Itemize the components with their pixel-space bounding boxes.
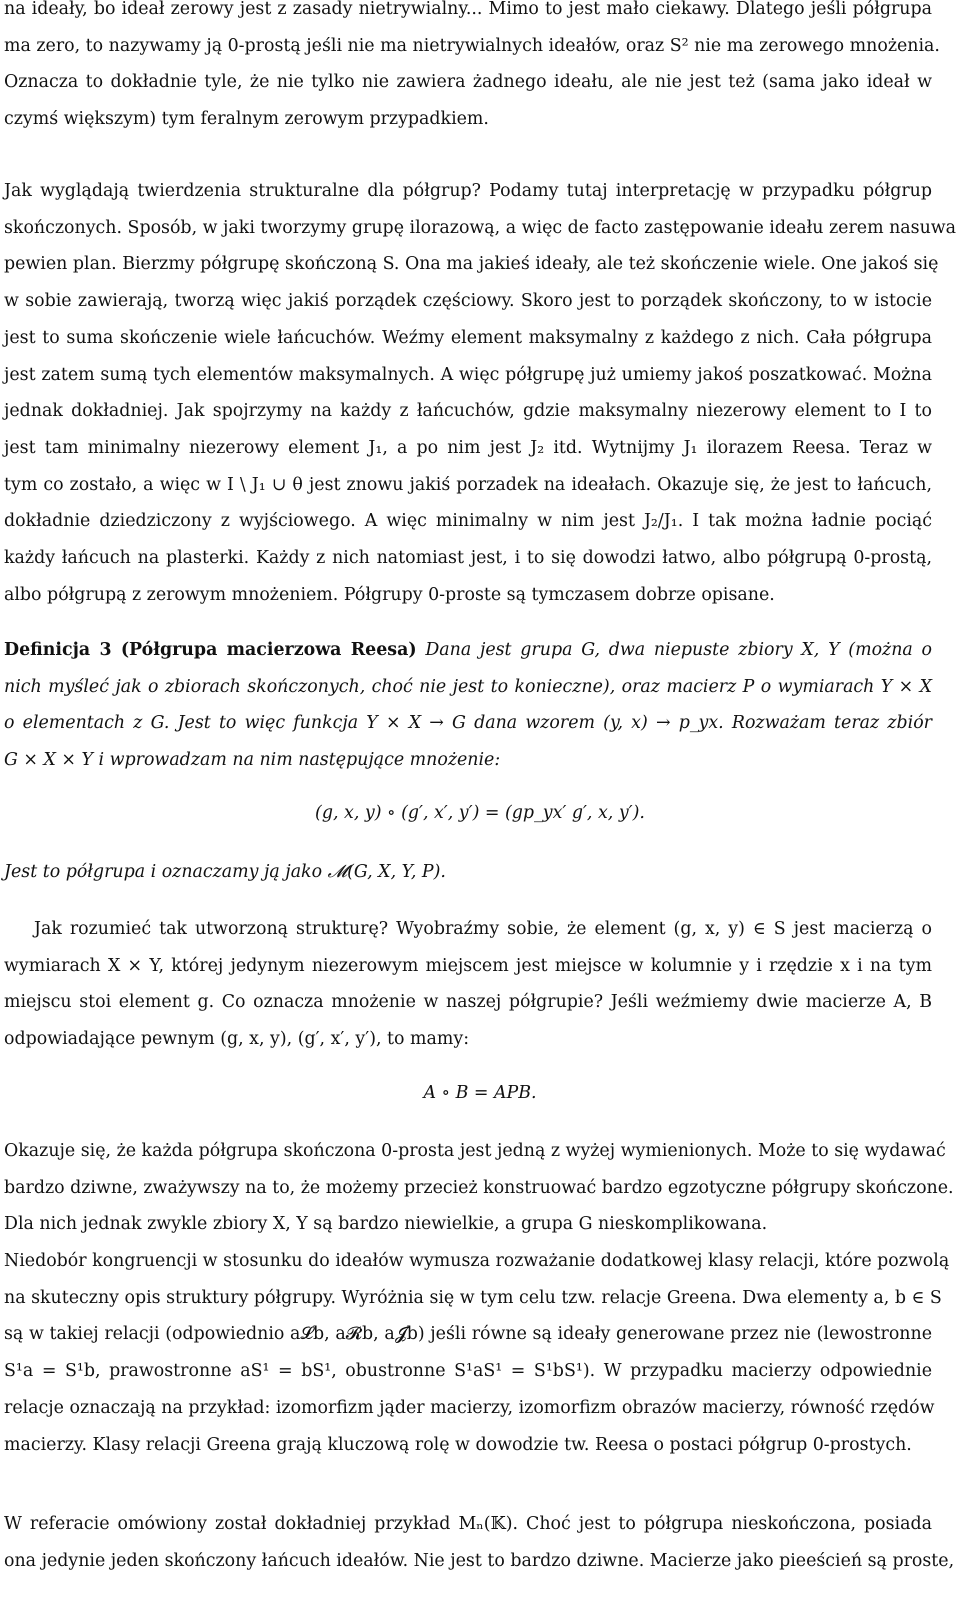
text-line: ona jedynie jeden skończony łańcuch ideałów. Nie jest to bardzo dziwne. Macierze jako pieeścień są proste,	[4, 1550, 955, 1571]
text-line: macierzy. Klasy relacji Greena grają kluczową rolę w dowodzie tw. Reesa o postaci półgrup 0-prostych.	[4, 1434, 912, 1455]
paragraph-structure-theorems	[4, 173, 957, 613]
text-line: każdy łańcuch na plasterki. Każdy z nich natomiast jest, i to się dowodzi łatwo, albo półgrupą 0-prostą,	[4, 548, 932, 569]
text-line: jest to suma skończenie wiele łańcuchów. Weźmy element maksymalny z każdego z nich. Cała półgrupa	[4, 327, 932, 348]
paragraph-green-relations	[4, 1243, 950, 1463]
text-line: S¹a = S¹b, prawostronne aS¹ = bS¹, obustronne S¹aS¹ = S¹bS¹). W przypadku macierzy odpowiednie	[4, 1361, 932, 1382]
text-line: Dla nich jednak zwykle zbiory X, Y są bardzo niewielkie, a grupa G nieskomplikowana.	[4, 1214, 768, 1235]
text-line: w sobie zawierają, tworzą więc jakiś porządek częściowy. Skoro jest to porządek skończony, to w istocie	[4, 291, 932, 312]
text-line: Oznacza to dokładnie tyle, że nie tylko nie zawiera żadnego ideału, ale nie jest też (sama jako ideał w	[4, 72, 932, 93]
text-line: tym co zostało, a więc w I \ J₁ ∪ θ jest znowu jakiś porzadek na ideałach. Okazuje się, że jest to łańcuch,	[4, 474, 932, 495]
text-line: skończonych. Sposób, w jaki tworzymy grupę ilorazową, a więc de facto zastępowanie ideału zerem nasuwa	[4, 217, 957, 238]
text-line: Niedobór kongruencji w stosunku do ideałów wymusza rozważanie dodatkowej klasy relacji, które pozwolą	[4, 1251, 950, 1271]
text-line: Okazuje się, że każda półgrupa skończona 0-prosta jest jedną z wyżej wymienionych. Może to się wydawać	[4, 1141, 946, 1161]
text-line: na skuteczny opis struktury półgrupy. Wyróżnia się w tym celu tzw. relacje Greena. Dwa elementy a, b ∈ S	[4, 1287, 942, 1308]
text-line: Jak rozumieć tak utworzoną strukturę? Wyobraźmy sobie, że element (g, x, y) ∈ S jest macierzą o	[34, 919, 932, 939]
definition-rees-matrix	[4, 632, 932, 779]
text-line: dokładnie dziedziczony z wyjściowego. A więc minimalny w nim jest J₂/J₁. I tak można ładnie pociąć	[4, 511, 932, 532]
definition-line: Dana jest grupa G, dwa niepuste zbiory X, Y (można o	[425, 640, 932, 660]
definition-end	[4, 854, 932, 891]
text-line: czymś większym) tym feralnym zerowym przypadkiem.	[4, 109, 489, 130]
paragraph-matrix-interpretation	[4, 911, 932, 1058]
paragraph-finite-0-simple	[4, 1133, 954, 1243]
text-line: na ideały, bo ideał zerowy jest z zasady nietrywialny... Mimo to jest mało ciekawy. Dlatego jeśli półgrupa	[4, 0, 932, 19]
definition-line: G × X × Y i wprowadzam na nim następujące mnożenie:	[4, 750, 501, 771]
paragraph-ideals	[4, 0, 940, 138]
text-line: relacje oznaczają na przykład: izomorfizm jąder macierzy, izomorfizm obrazów macierzy, równość rzędów	[4, 1397, 935, 1418]
text-line: jednak dokładniej. Jak spojrzymy na każdy z łańcuchów, gdzie maksymalny niezerowy element to I to	[4, 401, 932, 422]
text-line: odpowiadające pewnym (g, x, y), (g′, x′, y′), to mamy:	[4, 1029, 470, 1050]
text-line: albo półgrupą z zerowym mnożeniem. Półgrupy 0-proste są tymczasem dobrze opisane.	[4, 584, 775, 605]
definition-line: o elementach z G. Jest to więc funkcja Y × X → G dana wzorem (y, x) → p_yx. Rozważam teraz zbiór	[4, 713, 932, 734]
text-line: jest tam minimalny niezerowy element J₁, a po nim jest J₂ itd. Wytnijmy J₁ ilorazem Reesa. Teraz w	[4, 437, 932, 458]
text-line: miejscu stoi element g. Co oznacza mnożenie w naszej półgrupie? Jeśli weźmiemy dwie macierze A, B	[4, 992, 932, 1013]
formula-apb: A ∘ B = APB.	[423, 1083, 537, 1103]
text-line: jest zatem sumą tych elementów maksymalnych. A więc półgrupę już umiemy jakoś poszatkować. Można	[4, 364, 932, 385]
text-line: bardzo dziwne, zważywszy na to, że możemy przecież konstruować bardzo egzotyczne półgrupy skończone.	[4, 1177, 954, 1198]
definition-title: Definicja 3 (Półgrupa macierzowa Reesa)	[4, 640, 417, 660]
text-line: Jak wyglądają twierdzenia strukturalne dla półgrup? Podamy tutaj interpretację w przypadku półgrup	[4, 181, 932, 201]
definition-conclusion: Jest to półgrupa i oznaczamy ją jako 𝓜(G, X, Y, P).	[4, 862, 446, 882]
formula-multiplication: (g, x, y) ∘ (g′, x′, y′) = (gp_yx′ g′, x, y′).	[315, 803, 645, 823]
text-line: są w takiej relacji (odpowiednio a𝓛b, a𝓡b, a𝓙b) jeśli równe są ideały generowane przez nie (lewostronne	[4, 1324, 932, 1345]
text-line: wymiarach X × Y, której jedynym niezerowym miejscem jest miejsce w kolumnie y i rzędzie x i na tym	[4, 955, 932, 976]
paragraph-matrix-example	[4, 1506, 955, 1579]
text-line: pewien plan. Bierzmy półgrupę skończoną S. Ona ma jakieś ideały, ale też skończenie wiele. One jakoś się	[4, 254, 939, 275]
text-line: W referacie omówiony został dokładniej przykład Mₙ(𝕂). Choć jest to półgrupa nieskończona, posiada	[4, 1514, 932, 1534]
definition-line: nich myśleć jak o zbiorach skończonych, choć nie jest to konieczne), oraz macierz P o wymiarach Y × X	[4, 676, 932, 697]
text-line: ma zero, to nazywamy ją 0-prostą jeśli nie ma nietrywialnych ideałów, oraz S² nie ma zerowego mnożenia.	[4, 35, 940, 56]
